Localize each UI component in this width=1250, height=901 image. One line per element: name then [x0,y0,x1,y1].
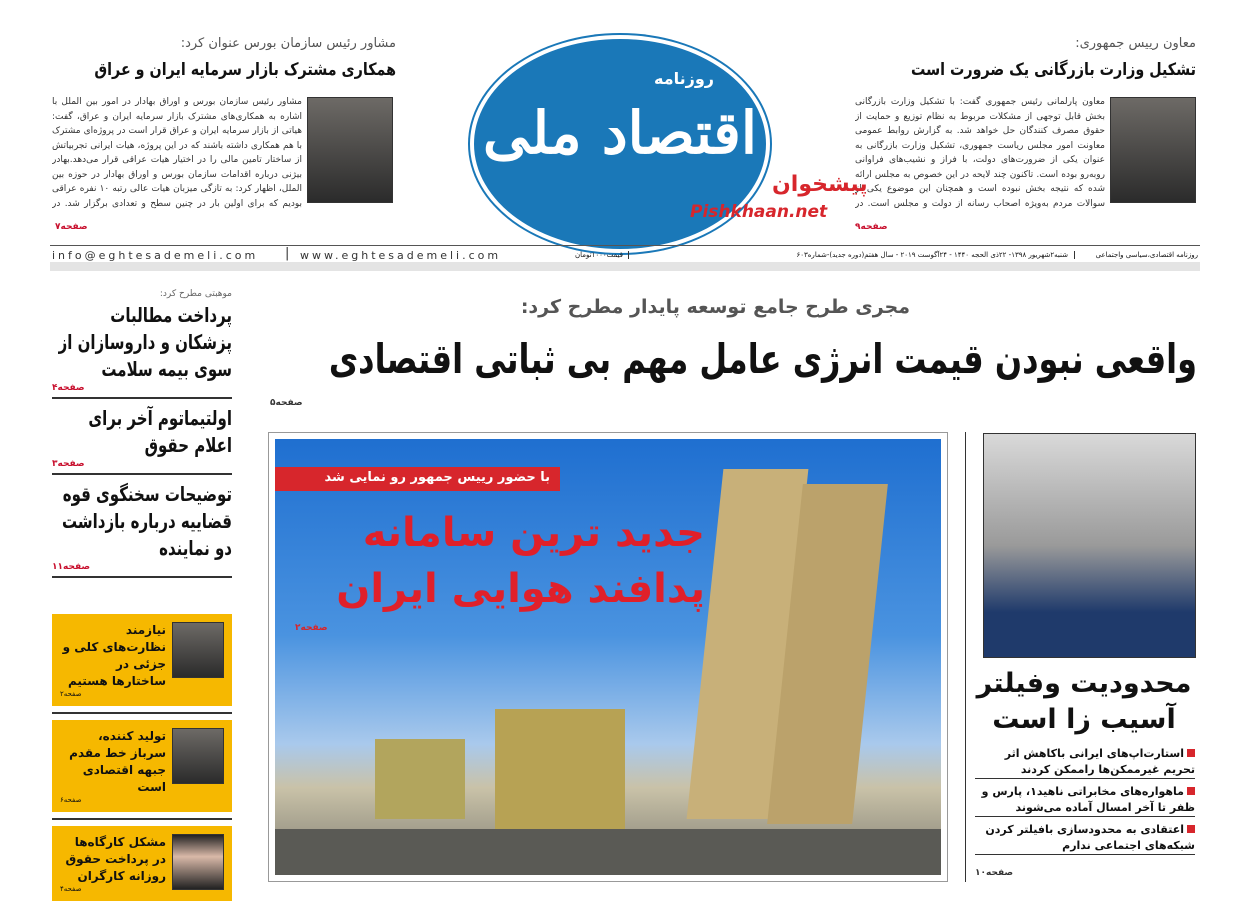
top-right-headline[interactable]: تشکیل وزارت بازرگانی یک ضرورت است [910,60,1196,80]
top-right-kicker: معاون رییس جمهوری: [1075,36,1196,51]
photo-label: با حضور ریيس جمهور رو نمایی شد [275,467,560,491]
lead-kicker: مجری طرح جامع توسعه پایدار مطرح کرد: [520,296,910,318]
photo-story[interactable] [268,432,948,882]
paper-type: روزنامه اقتصادی،سیاسی واجتماعی [1095,251,1198,259]
sidebar-story-page[interactable]: صفحه۱۱ [52,562,91,572]
divider [50,245,1200,246]
right-story-photo [983,433,1196,658]
top-right-page[interactable]: صفحه۹ [855,222,888,232]
bullet-item[interactable] [975,784,1195,817]
logo-text: اقتصاد ملی [483,99,757,167]
divider [52,712,232,714]
date: شنبه۲شهریور ۱۳۹۸- ۲۲ذی الحجه ۱۴۴۰ - ۲۴آگوست ۲۰۱۹ - سال هفتم(دوره جدید)-شماره۶۰۳ [628,251,1075,259]
photo-headline-line2: پدافند هوایی ایران [336,566,705,612]
photo-headline-line1: جدید ترین سامانه [362,510,705,556]
gray-band [50,262,1200,271]
watermark: پیشخوان [772,172,868,197]
watermark-url: Pishkhaan.net [690,202,828,222]
divider [52,576,232,578]
missile-system-photo [275,439,941,875]
right-headline-line1: محدودیت وفیلتر [976,668,1192,699]
bullet-item[interactable] [975,746,1195,779]
sidebar [52,288,232,578]
right-story-page[interactable]: صفحه۱۰ [975,868,1014,878]
box-headline: مشکل کارگاه‌ها در پرداخت حقوق روزانه کارگران [65,835,166,883]
photo-page[interactable]: صفحه۲ [295,623,328,633]
sidebar-story-headline[interactable]: توضیحات سخنگوی قوه قضاییه درباره بازداشت دو نماینده [62,482,232,560]
bullet-square-icon [1187,749,1195,757]
lead-headline[interactable]: واقعی نبودن قیمت انرژی عامل مهم بی ثباتی اقتصادی [328,335,1197,383]
box-page: صفحه۲ [60,690,82,698]
sidebar-box[interactable] [52,614,232,706]
sidebar-story-headline[interactable]: پرداخت مطالبات پزشکان و داروسازان از سوی بیمه سلامت [58,303,232,381]
box-page: صفحه۴ [60,885,82,893]
box-headline: نیازمند نظارت‌های کلی و جزئی در ساختارها هستیم [62,623,166,688]
separator: | [285,246,290,261]
bullet-square-icon [1187,787,1195,795]
top-left-kicker: مشاور رئیس سازمان بورس عنوان کرد: [180,36,396,51]
divider [965,432,966,882]
bullet-text: اعتقادی به محدودسازی بافیلتر کردن شبکه‌های اجتماعی ندارم [985,823,1195,852]
bullet-text: استارت‌اپ‌های ایرانی باکاهش اثر تحریم غیرممکن‌ها راممکن کردند [1004,747,1195,776]
top-left-body: مشاور رئیس سازمان بورس و اوراق بهادار در امور بین الملل با اشاره به همکاری‌های مشترک بازار سرمایه ایران و عراق، گفت: هیاتی از بازار سرمایه ایران و عراق قرار است در پروژه‌ای مشترک با هم همکاری داشته باشند که در این پروژه، هیات ایرانی تجربیاتش از ساختار تامین مالی را در اختیار هیات عراقی قرار می‌دهد.بهادر بیژنی درباره اقدامات سازمان بورس و اوراق بهادار در حوزه بین الملل، اظهار کرد: به تازگی میزبان هیات عالی رتبه ۱۰ نفره عراقی بودیم که برای اولین بار در چنین سطح و تعدادی برگزار شد. در [52,97,302,209]
email[interactable]: info@eghtesademeli.com [52,249,259,262]
bullet-square-icon [1187,825,1195,833]
truck [375,739,465,819]
top-left-page[interactable]: صفحه۷ [55,222,88,232]
divider [52,473,232,475]
logo-small-text: روزنامه [654,69,714,88]
photo-headline[interactable] [285,505,705,617]
box-photo [172,728,224,784]
ground [275,829,941,875]
box-page: صفحه۶ [60,796,82,804]
sidebar-box[interactable] [52,826,232,901]
price: قیمت۱۰۰۰تومان [574,251,623,259]
top-left-photo [307,97,393,203]
box-photo [172,834,224,890]
lead-page[interactable]: صفحه۵ [270,398,303,408]
divider [52,818,232,820]
bullet-item[interactable] [975,822,1195,855]
sidebar-kicker: موهبتی مطرح کرد: [159,289,232,299]
sidebar-boxes [52,614,232,901]
right-story-bullets [975,746,1195,860]
top-left-headline[interactable]: همکاری مشترک بازار سرمایه ایران و عراق [94,60,396,80]
right-story-headline[interactable] [970,666,1198,738]
sidebar-story-page[interactable]: صفحه۴ [52,383,85,393]
bullet-text: ماهواره‌های مخابراتی ناهید۱، پارس و ظفر تا آخر امسال آماده می‌شوند [981,785,1195,814]
sidebar-box[interactable] [52,720,232,812]
box-photo [172,622,224,678]
top-right-body: معاون پارلمانی رئیس جمهوری گفت: با تشکیل وزارت بازرگانی بخش قابل توجهی از مشکلات مربوط به نظام توزیع و حمایت از حقوق مصرف کنندگان حل خواهد شد. به گزارش روابط عمومی معاونت امور مجلس ریاست جمهوری، تشکیل وزارت بازرگانی به عنوان یکی از ضرورت‌های دولت، با فراز و نشیب‌های فراوانی روبه‌رو بوده است. تاکنون چند لایحه در این خصوص به مجلس ارائه شده که نتیجه بخش نبوده است و همچنان این موضوع یکی از سوالات مردم به‌ویژه اصحاب رسانه از دولت و مجلس است. در [855,97,1105,209]
sidebar-story-page[interactable]: صفحه۳ [52,459,85,469]
top-right-photo [1110,97,1196,203]
truck [495,709,625,829]
divider [52,397,232,399]
sidebar-story-headline[interactable]: اولتیماتوم آخر برای اعلام حقوق [88,406,232,457]
box-headline: تولید کننده، سرباز خط مقدم جبهه اقتصادی است [69,729,166,794]
website[interactable]: www.eghtesademeli.com [300,249,502,262]
right-headline-line2: آسیب زا است [992,704,1176,735]
